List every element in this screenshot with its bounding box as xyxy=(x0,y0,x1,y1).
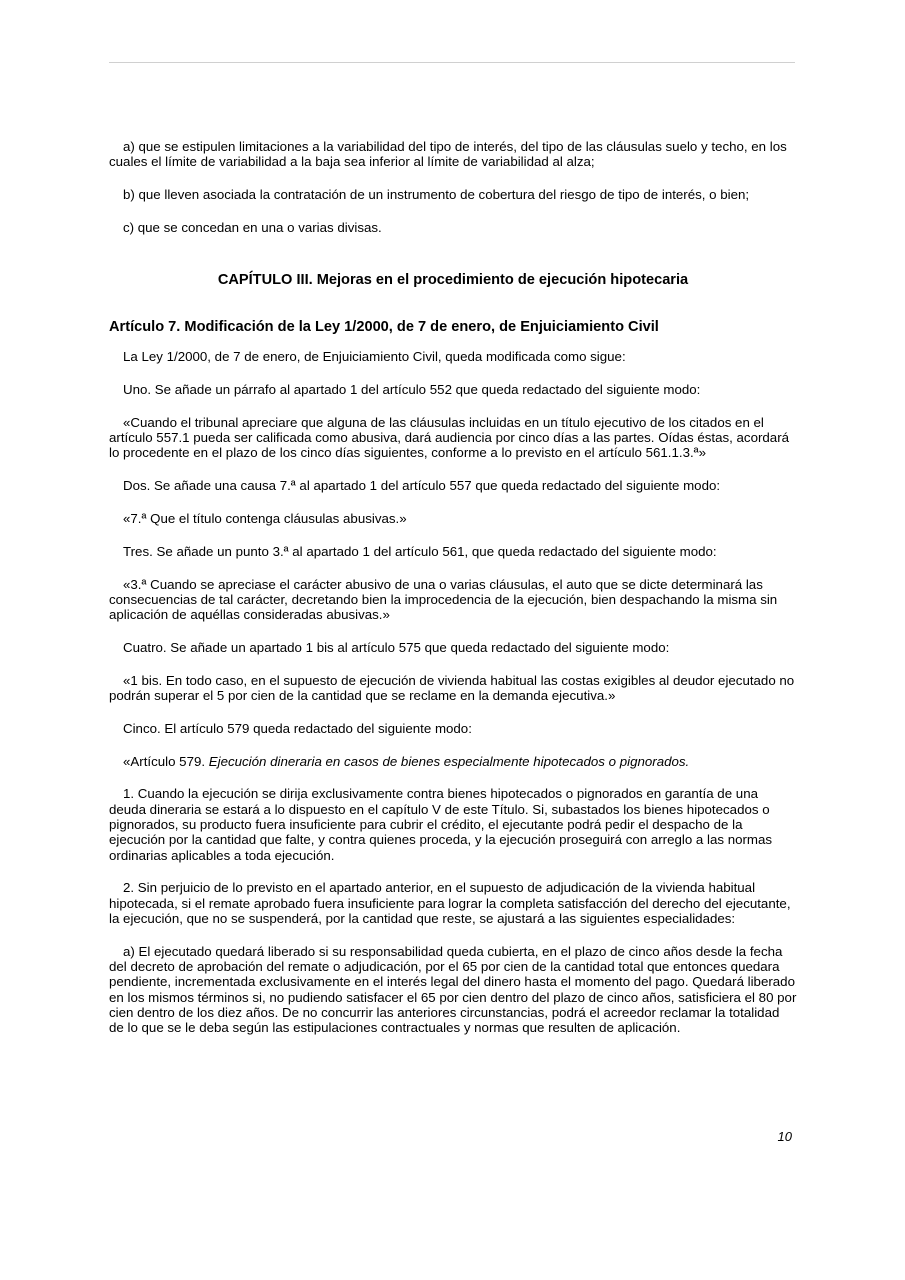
paragraph-579-2a: a) El ejecutado quedará liberado si su responsabilidad queda cubierta, en el plazo de cinco años desde la fecha del decreto de aprobación del remate o adjudicación, por el 65 por cien de la cantidad total que entonces quedara pendiente, incrementada exclusivamente en el interés legal del dinero hasta el momento del pago. Quedará liberado en los mismos términos si, no pudiendo satisfacer el 65 por cien dentro del plazo de cinco años, satisficiera el 80 por cien dentro de los diez años. De no concurrir las anteriores circunstancias, podrá el acreedor reclamar la totalidad de lo que se le deba según las estipulaciones contractuales y normas que resulten de aplicación. xyxy=(109,943,797,1036)
paragraph-cinco: Cinco. El artículo 579 queda redactado del siguiente modo: xyxy=(123,720,472,736)
article-579-prefix: «Artículo 579. xyxy=(123,753,209,769)
paragraph-cuatro: Cuatro. Se añade un apartado 1 bis al artículo 575 que queda redactado del siguiente modo: xyxy=(123,639,670,655)
quote-575: «1 bis. En todo caso, en el supuesto de ejecución de vivienda habitual las costas exigibles al deudor ejecutado no podrán superar el 5 por cien de la cantidad que se reclame en la demanda ejecutiva.» xyxy=(109,672,795,704)
article-title: Artículo 7. Modificación de la Ley 1/2000, de 7 de enero, de Enjuiciamiento Civil xyxy=(109,319,659,336)
article-579-heading xyxy=(109,754,797,769)
article-579-title: Ejecución dineraria en casos de bienes especialmente hipotecados o pignorados. xyxy=(208,753,690,769)
document-body xyxy=(109,139,797,1053)
paragraph-a: a) que se estipulen limitaciones a la variabilidad del tipo de interés, del tipo de las cláusulas suelo y techo, en los cuales el límite de variabilidad a la baja sea inferior al límite de variabilidad al alza; xyxy=(109,139,787,170)
header-rule xyxy=(109,62,795,63)
paragraph-579-1: 1. Cuando la ejecución se dirija exclusivamente contra bienes hipotecados o pignorados en garantía de una deuda dineraria se estará a lo dispuesto en el capítulo V de este Título. Si, subastados los bienes hipotecados o pignorados, su producto fuera insuficiente para cubrir el crédito, el ejecutante podrá pedir el despacho de la ejecución por la cantidad que falte, y contra quienes proceda, y la ejecución proseguirá con arreglo a las normas ordinarias aplicables a toda ejecución. xyxy=(109,786,773,863)
paragraph-uno: Uno. Se añade un párrafo al apartado 1 del artículo 552 que queda redactado del siguiente modo: xyxy=(123,381,701,397)
page-number: 10 xyxy=(777,1129,792,1144)
paragraph-c: c) que se concedan en una o varias divisas. xyxy=(123,219,382,235)
paragraph-579-2: 2. Sin perjuicio de lo previsto en el apartado anterior, en el supuesto de adjudicación de la vivienda habitual hipotecada, si el remate aprobado fuera insuficiente para lograr la completa satisfacción del derecho del ejecutante, la ejecución, que no se suspenderá, por la cantidad que reste, se ajustará a las siguientes especialidades: xyxy=(109,880,791,927)
quote-552: «Cuando el tribunal apreciare que alguna de las cláusulas incluidas en un título ejecutivo de los citados en el artículo 557.1 pueda ser calificada como abusiva, dará audiencia por cinco días a las partes. Oídas éstas, acordará lo procedente en el plazo de los cinco días siguientes, conforme a lo previsto en el artículo 561.1.3.ª» xyxy=(109,414,790,461)
paragraph-intro: La Ley 1/2000, de 7 de enero, de Enjuiciamiento Civil, queda modificada como sigue: xyxy=(123,349,626,365)
quote-557: «7.ª Que el título contenga cláusulas abusivas.» xyxy=(123,510,407,526)
quote-561: «3.ª Cuando se apreciase el carácter abusivo de una o varias cláusulas, el auto que se dicte determinará las consecuencias de tal carácter, decretando bien la improcedencia de la ejecución, bien despachando la misma sin aplicación de aquéllas consideradas abusivas.» xyxy=(109,576,778,623)
paragraph-tres: Tres. Se añade un punto 3.ª al apartado 1 del artículo 561, que queda redactado del siguiente modo: xyxy=(123,543,717,559)
paragraph-dos: Dos. Se añade una causa 7.ª al apartado 1 del artículo 557 que queda redactado del siguiente modo: xyxy=(123,478,721,494)
paragraph-b: b) que lleven asociada la contratación de un instrumento de cobertura del riesgo de tipo de interés, o bien; xyxy=(123,187,750,203)
chapter-title: CAPÍTULO III. Mejoras en el procedimiento de ejecución hipotecaria xyxy=(217,272,689,289)
